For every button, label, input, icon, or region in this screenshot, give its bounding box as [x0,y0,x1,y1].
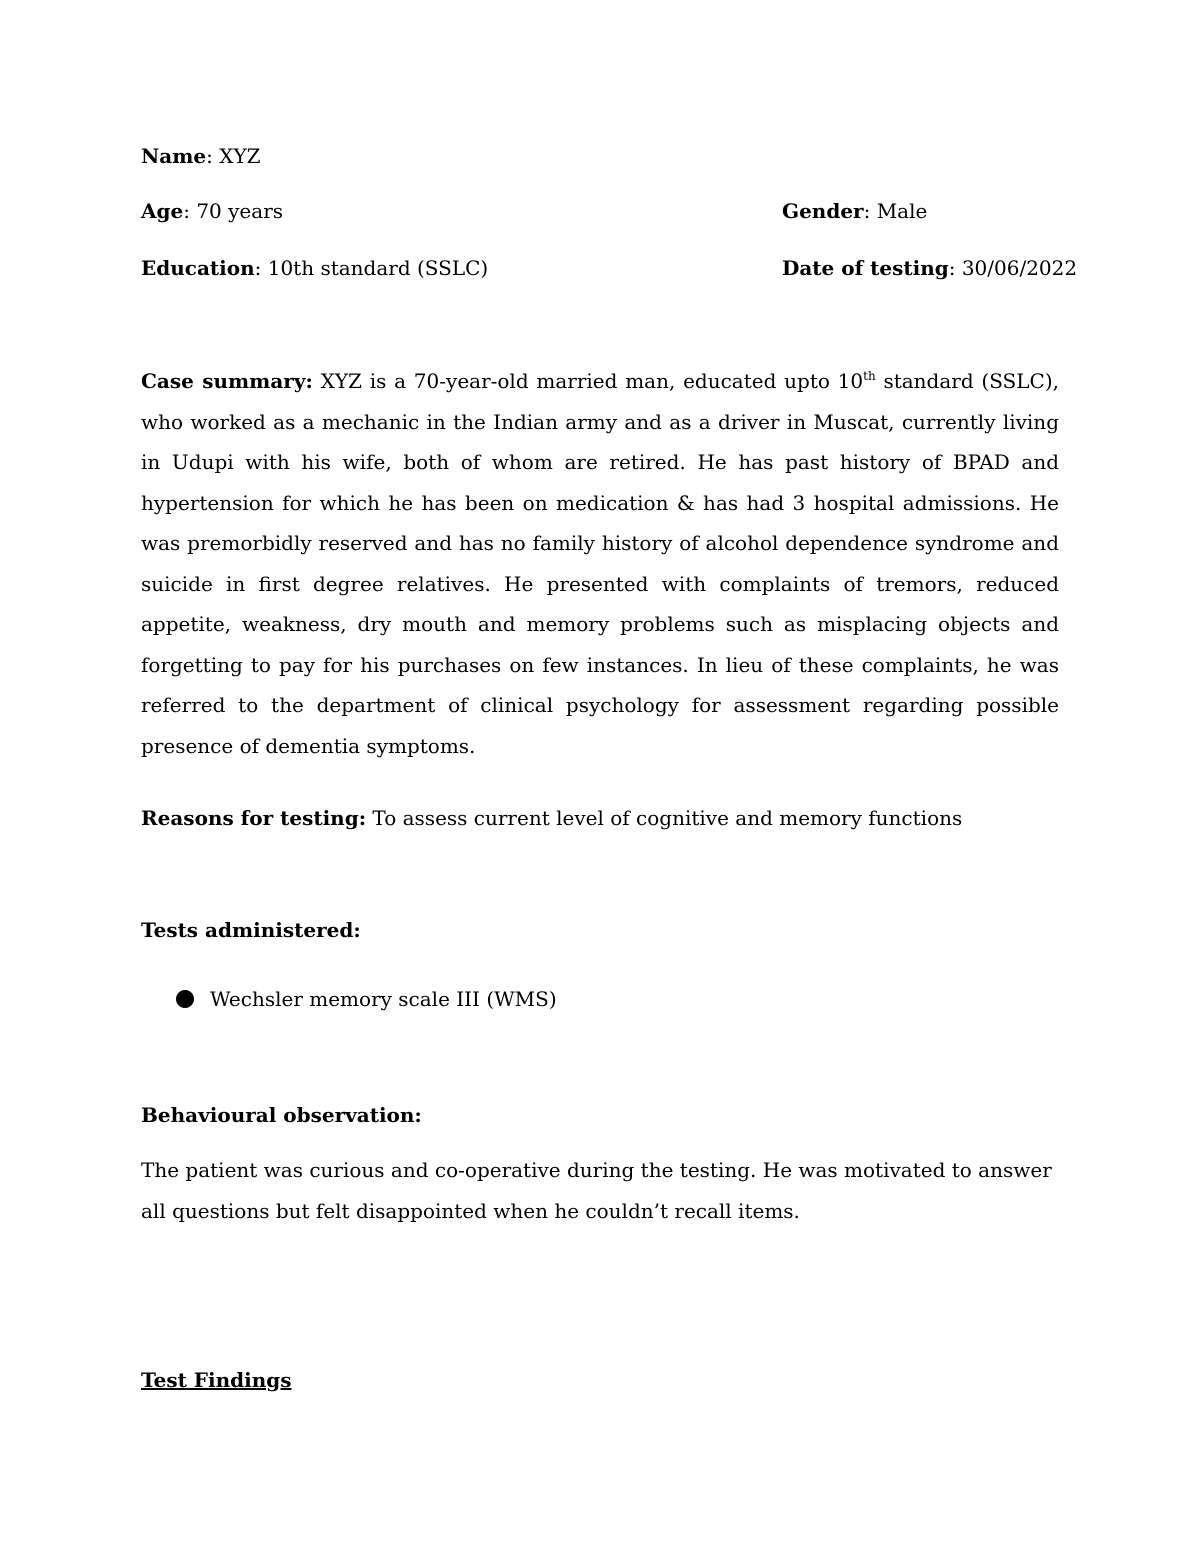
reasons-label: Reasons for testing: [141,806,367,830]
gender-value: : Male [863,199,928,223]
name-value: : XYZ [206,144,261,168]
test-item-label: Wechsler memory scale III (WMS) [210,987,557,1011]
date-of-testing-label: Date of testing [782,256,949,280]
case-summary-text-rest: standard (SSLC), who worked as a mechanic in the Indian army and as a driver in Muscat, currently living in Udupi with his wife, both of whom are retired. He has past history of BPAD and hypertension for which he has been on medication & has had 3 hospital admissions. He was premorbidly reserved and has no family history of alcohol dependence syndrome and suicide in first degree relatives. He presented with complaints of tremors, reduced appetite, weakness, dry mouth and memory problems such as misplacing objects and forgetting to pay for his purchases on few instances. In lieu of these complaints, he was referred to the department of clinical psychology for assessment regarding possible presence of dementia symptoms. [141,369,1059,758]
reasons-for-testing [141,804,962,832]
ordinal-superscript: th [863,369,876,383]
case-summary-label: Case summary: [141,369,313,393]
gender-field [782,197,927,225]
education-field [141,254,488,282]
bullet-icon [176,990,194,1008]
behavioural-observation-text: The patient was curious and co-operative during the testing. He was motivated to answer all questions but felt disappointed when he couldn’t recall items. [141,1158,1052,1223]
tests-administered-heading: Tests administered: [141,918,361,942]
gender-label: Gender [782,199,864,223]
education-label: Education [141,256,255,280]
test-findings-heading: Test Findings [141,1368,292,1392]
reasons-text: To assess current level of cognitive and memory functions [366,806,963,830]
test-list-item [176,985,557,1013]
date-of-testing-field [782,254,1077,282]
date-of-testing-value: : 30/06/2022 [948,256,1078,280]
case-summary-paragraph [141,361,1059,766]
age-field [141,197,283,225]
case-summary-text-start: XYZ is a 70-year-old married man, educated upto 10 [312,369,864,393]
behavioural-observation-heading: Behavioural observation: [141,1103,422,1127]
age-value: : 70 years [183,199,284,223]
name-field [141,142,261,170]
name-label: Name [141,144,207,168]
education-value: : 10th standard (SSLC) [254,256,489,280]
age-label: Age [141,199,184,223]
